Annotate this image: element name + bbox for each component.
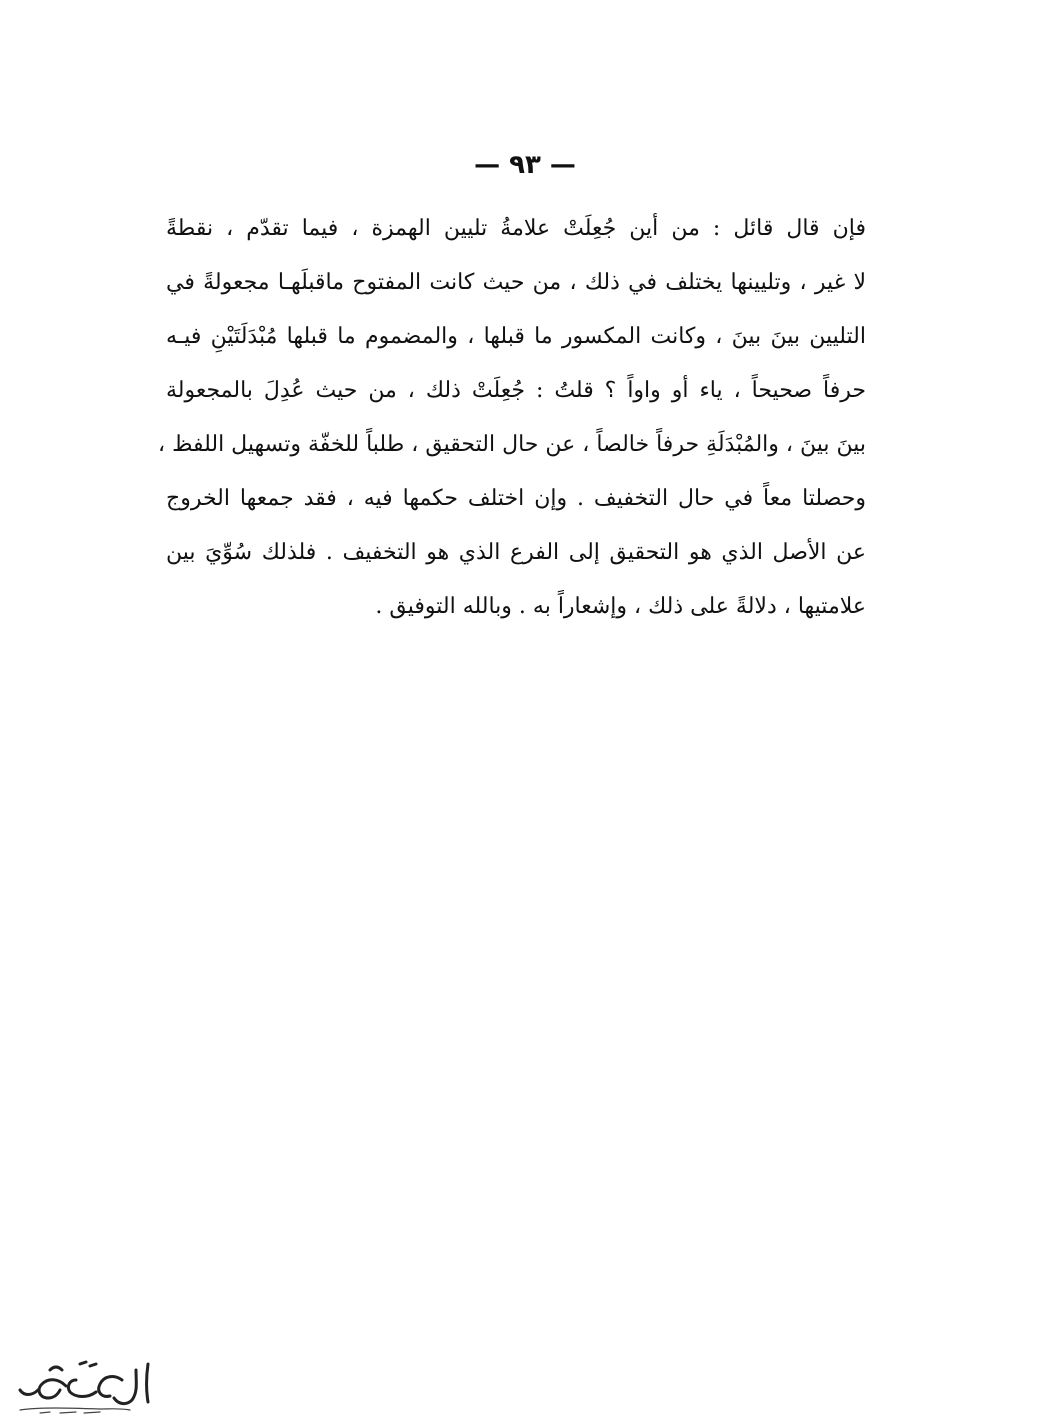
text-line: وحصلتا معاً في حال التخفيف . وإن اختلف حكمها فيه ، فقد جمعها الخروج	[166, 486, 866, 511]
text-line: علامتيها ، دلالةً على ذلك ، وإشعاراً به . وبالله التوفيق .	[375, 594, 866, 619]
calligraphy-stamp	[10, 1352, 160, 1418]
page-number: — ٩٣ —	[474, 150, 576, 180]
text-line: التليين بينَ بينَ ، وكانت المكسور ما قبلها ، والمضموم ما قبلها مُبْدَلَتَيْنِ فيـه	[166, 324, 866, 349]
text-line: حرفاً صحيحاً ، ياء أو واواً ؟ قلتُ : جُعِلَتْ ذلك ، من حيث عُدِلَ بالمجعولة	[166, 378, 866, 403]
body-text	[157, 202, 866, 634]
text-line: فإن قال قائل : من أين جُعِلَتْ علامةُ تليين الهمزة ، فيما تقدّم ، نقطةً	[166, 216, 866, 241]
text-line: لا غير ، وتليينها يختلف في ذلك ، من حيث كانت المفتوح ماقبلَهـا مجعولةً في	[166, 270, 866, 295]
stamp-main-text	[61, 1352, 150, 1371]
text-line: عن الأصل الذي هو التحقيق إلى الفرع الذي هو التخفيف . فلذلك سُوِّيَ بين	[166, 540, 866, 565]
text-line: بينَ بينَ ، والمُبْدَلَةِ حرفاً خالصاً ، عن حال التحقيق ، طلباً للخفّة وتسهيل اللفظ ،	[157, 432, 866, 457]
